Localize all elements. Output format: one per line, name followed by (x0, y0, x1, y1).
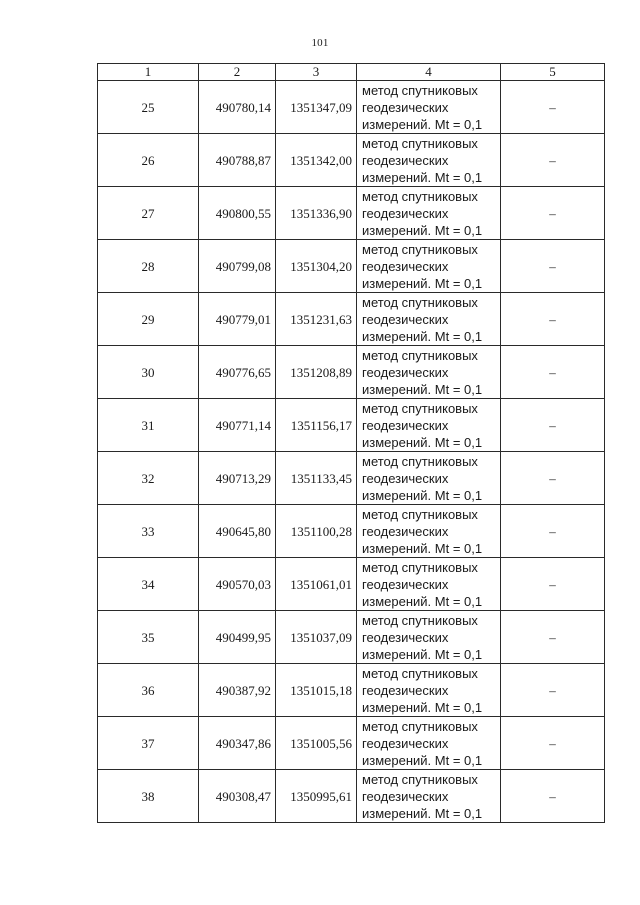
point-number: 31 (98, 399, 199, 452)
method-line: метод спутниковых (362, 347, 478, 363)
point-number: 37 (98, 717, 199, 770)
y-coordinate: 1351304,20 (276, 240, 357, 293)
method-line: метод спутниковых (362, 771, 478, 787)
y-coordinate: 1351015,18 (276, 664, 357, 717)
point-number: 32 (98, 452, 199, 505)
point-number: 29 (98, 293, 199, 346)
method-line: геодезических (362, 258, 449, 274)
method-cell (357, 611, 501, 664)
x-coordinate: 490800,55 (199, 187, 276, 240)
x-coordinate: 490308,47 (199, 770, 276, 823)
y-coordinate: 1351100,28 (276, 505, 357, 558)
y-coordinate: 1351133,45 (276, 452, 357, 505)
method-line: геодезических (362, 470, 449, 486)
note-dash: – (501, 346, 605, 399)
method-cell (357, 399, 501, 452)
x-coordinate: 490799,08 (199, 240, 276, 293)
method-line: измерений. Mt = 0,1 (362, 434, 483, 450)
column-header: 3 (276, 64, 357, 81)
method-line: метод спутниковых (362, 241, 478, 257)
table-row (98, 558, 605, 611)
x-coordinate: 490776,65 (199, 346, 276, 399)
table-row (98, 346, 605, 399)
point-number: 26 (98, 134, 199, 187)
column-header: 5 (501, 64, 605, 81)
method-line: геодезических (362, 417, 449, 433)
table-row (98, 240, 605, 293)
method-line: измерений. Mt = 0,1 (362, 116, 483, 132)
method-line: метод спутниковых (362, 294, 478, 310)
table-row (98, 770, 605, 823)
method-line: геодезических (362, 205, 449, 221)
x-coordinate: 490570,03 (199, 558, 276, 611)
method-line: геодезических (362, 629, 449, 645)
point-number: 38 (98, 770, 199, 823)
method-line: метод спутниковых (362, 559, 478, 575)
table-row (98, 664, 605, 717)
method-line: метод спутниковых (362, 135, 478, 151)
x-coordinate: 490779,01 (199, 293, 276, 346)
note-dash: – (501, 558, 605, 611)
method-line: измерений. Mt = 0,1 (362, 699, 483, 715)
y-coordinate: 1351336,90 (276, 187, 357, 240)
table-body (98, 64, 605, 823)
method-line: метод спутниковых (362, 718, 478, 734)
table-row (98, 452, 605, 505)
column-header: 2 (199, 64, 276, 81)
method-line: измерений. Mt = 0,1 (362, 646, 483, 662)
method-line: метод спутниковых (362, 82, 478, 98)
y-coordinate: 1351005,56 (276, 717, 357, 770)
method-line: метод спутниковых (362, 453, 478, 469)
note-dash: – (501, 293, 605, 346)
table-row (98, 505, 605, 558)
note-dash: – (501, 81, 605, 134)
point-number: 27 (98, 187, 199, 240)
note-dash: – (501, 240, 605, 293)
method-line: геодезических (362, 99, 449, 115)
note-dash: – (501, 452, 605, 505)
table-row (98, 187, 605, 240)
note-dash: – (501, 187, 605, 240)
method-cell (357, 452, 501, 505)
note-dash: – (501, 134, 605, 187)
x-coordinate: 490387,92 (199, 664, 276, 717)
method-line: геодезических (362, 735, 449, 751)
table-row (98, 81, 605, 134)
y-coordinate: 1350995,61 (276, 770, 357, 823)
note-dash: – (501, 505, 605, 558)
point-number: 30 (98, 346, 199, 399)
method-line: измерений. Mt = 0,1 (362, 275, 483, 291)
point-number: 28 (98, 240, 199, 293)
method-cell (357, 293, 501, 346)
table-row (98, 134, 605, 187)
method-line: геодезических (362, 311, 449, 327)
method-line: геодезических (362, 682, 449, 698)
x-coordinate: 490771,14 (199, 399, 276, 452)
coordinates-table (97, 63, 605, 823)
method-cell (357, 558, 501, 611)
x-coordinate: 490499,95 (199, 611, 276, 664)
table-header-row (98, 64, 605, 81)
method-cell (357, 240, 501, 293)
table-row (98, 293, 605, 346)
table-row (98, 717, 605, 770)
y-coordinate: 1351342,00 (276, 134, 357, 187)
note-dash: – (501, 717, 605, 770)
y-coordinate: 1351208,89 (276, 346, 357, 399)
method-line: измерений. Mt = 0,1 (362, 222, 483, 238)
method-cell (357, 134, 501, 187)
method-cell (357, 505, 501, 558)
page-number: 101 (311, 37, 329, 49)
y-coordinate: 1351061,01 (276, 558, 357, 611)
method-line: измерений. Mt = 0,1 (362, 593, 483, 609)
method-line: измерений. Mt = 0,1 (362, 805, 483, 821)
method-line: геодезических (362, 152, 449, 168)
method-line: метод спутниковых (362, 506, 478, 522)
method-cell (357, 187, 501, 240)
method-line: измерений. Mt = 0,1 (362, 540, 483, 556)
point-number: 35 (98, 611, 199, 664)
column-header: 1 (98, 64, 199, 81)
method-line: измерений. Mt = 0,1 (362, 487, 483, 503)
point-number: 25 (98, 81, 199, 134)
method-line: измерений. Mt = 0,1 (362, 328, 483, 344)
method-line: метод спутниковых (362, 188, 478, 204)
table-row (98, 611, 605, 664)
method-cell (357, 717, 501, 770)
method-line: метод спутниковых (362, 400, 478, 416)
method-cell (357, 346, 501, 399)
column-header: 4 (357, 64, 501, 81)
y-coordinate: 1351231,63 (276, 293, 357, 346)
method-cell (357, 664, 501, 717)
note-dash: – (501, 399, 605, 452)
method-line: геодезических (362, 523, 449, 539)
method-cell (357, 770, 501, 823)
method-line: метод спутниковых (362, 612, 478, 628)
x-coordinate: 490347,86 (199, 717, 276, 770)
point-number: 36 (98, 664, 199, 717)
x-coordinate: 490780,14 (199, 81, 276, 134)
y-coordinate: 1351156,17 (276, 399, 357, 452)
method-line: измерений. Mt = 0,1 (362, 381, 483, 397)
table-row (98, 399, 605, 452)
point-number: 34 (98, 558, 199, 611)
method-line: геодезических (362, 788, 449, 804)
method-line: измерений. Mt = 0,1 (362, 752, 483, 768)
note-dash: – (501, 770, 605, 823)
note-dash: – (501, 664, 605, 717)
method-line: геодезических (362, 576, 449, 592)
method-cell (357, 81, 501, 134)
y-coordinate: 1351347,09 (276, 81, 357, 134)
method-line: измерений. Mt = 0,1 (362, 169, 483, 185)
x-coordinate: 490645,80 (199, 505, 276, 558)
method-line: метод спутниковых (362, 665, 478, 681)
x-coordinate: 490788,87 (199, 134, 276, 187)
method-line: геодезических (362, 364, 449, 380)
x-coordinate: 490713,29 (199, 452, 276, 505)
note-dash: – (501, 611, 605, 664)
point-number: 33 (98, 505, 199, 558)
y-coordinate: 1351037,09 (276, 611, 357, 664)
